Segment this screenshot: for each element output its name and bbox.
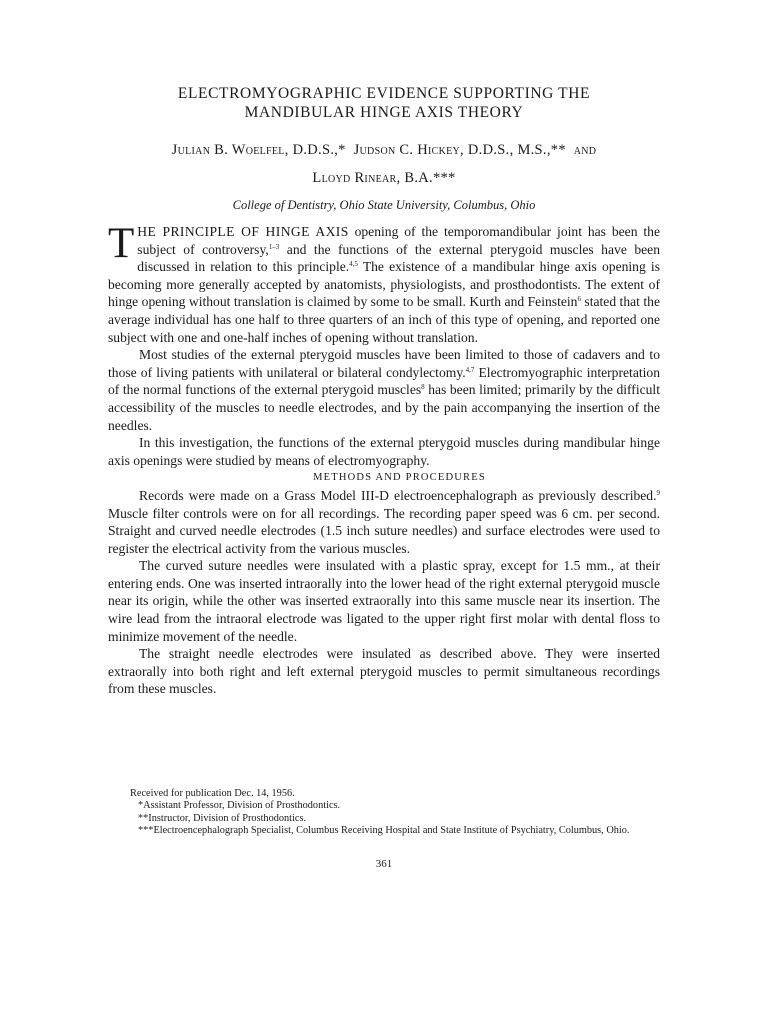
methods-p1-text-a: Records were made on a Grass Model III-D electroencephalograph as previously described.	[139, 487, 657, 503]
author-line-2	[0, 164, 768, 192]
methods-paragraph-2: The curved suture needles were insulated with a plastic spray, except for 1.5 mm., at their entering ends. One was inserted intraorally into the lower head of the right external pterygoid muscle near its origin, while the other was inserted extraorally into this same muscle near its insertion. The wire lead from the intraoral electrode was ligated to the upper right first molar with dental floss to minimize movement of the needle.	[108, 558, 660, 644]
intro-p2-text-c: has been limited; primarily by the difficult accessibility of the muscles to needle electrodes, and by the pain accompanying the insertion of the needles.	[108, 382, 660, 433]
footnote-received: Received for publication Dec. 14, 1956.	[130, 788, 295, 799]
article-title	[0, 84, 768, 122]
intro-p2-text-a: Most studies of the external pterygoid muscles have been limited to those of cadavers and to those of living patients with unilateral or bilateral condylectomy.	[108, 347, 660, 380]
footnote-1: *Assistant Professor, Division of Prosthodontics.	[138, 800, 341, 812]
intro-p1-text-b: and the functions of the external pterygoid muscles have been discussed in relation to this principle.	[137, 241, 661, 275]
section-heading-methods: METHODS AND PROCEDURES	[313, 472, 486, 484]
citation-ref: 6	[577, 295, 581, 304]
intro-paragraph-3: In this investigation, the functions of the external pterygoid muscles during mandibular hinge axis openings were studied by means of electromyography.	[108, 435, 660, 468]
drop-cap: T	[108, 220, 135, 267]
author-3-name: Lloyd Rinear,	[312, 170, 401, 186]
title-line-1: ELECTROMYOGRAPHIC EVIDENCE SUPPORTING THE	[177, 85, 591, 102]
author-1-name: Julian B. Woelfel,	[171, 142, 289, 158]
intro-p2-text-b: Electromyographic interpretation of the normal functions of the external pterygoid muscles	[108, 364, 660, 398]
citation-ref: 8	[421, 383, 425, 392]
methods-p1-text-b: Muscle filter controls were on for all recordings. The recording paper speed was 6 cm. per second. Straight and curved needle electrodes (1.5 inch suture needles) and surface electrodes were used to register the electrical activity from the various muscles.	[108, 505, 660, 556]
footnotes	[108, 788, 660, 838]
methods-paragraph-3: The straight needle electrodes were insulated as described above. They were inserted extraorally into both right and left external pterygoid muscles to permit simultaneous recordings from these muscles.	[108, 646, 660, 697]
author-line-1	[0, 136, 768, 164]
author-2-name: Judson C. Hickey,	[353, 142, 464, 158]
intro-paragraph-2	[108, 346, 660, 434]
intro-p1-text-d: stated that the average individual has one half to three quarters of an inch of this type of opening, and reported one subject with one and one-half inches of opening without translation.	[108, 294, 660, 345]
affiliation: College of Dentistry, Ohio State University, Columbus, Ohio	[232, 198, 536, 212]
footnote-3: ***Electroencephalograph Specialist, Columbus Receiving Hospital and State Institute of Psychiatry, Columbus, Ohio.	[138, 825, 630, 837]
intro-p1-text-a: opening of the temporomandibular joint has been the subject of controversy,	[137, 224, 661, 257]
article-body	[108, 220, 661, 698]
citation-ref: 9	[656, 488, 660, 497]
author-2-degree: D.D.S., M.S.,**	[463, 142, 566, 158]
author-1-degree: D.D.S.,*	[288, 142, 346, 158]
intro-p1-text-c: The existence of a mandibular hinge axis opening is becoming more generally accepted by anatomists, physiologists, and prosthodontists. The extent of hinge opening without translation is claimed by some to be small. Kurth and Feinstein	[108, 259, 660, 310]
citation-ref: 4,7	[465, 365, 475, 374]
author-3-degree: B.A.***	[400, 170, 456, 186]
footnote-2: **Instructor, Division of Prosthodontics.	[138, 812, 307, 824]
title-line-2: MANDIBULAR HINGE AXIS THEORY	[244, 104, 524, 121]
page-number: 361	[375, 858, 393, 870]
citation-ref: 4,5	[349, 260, 358, 269]
intro-paragraph-1	[108, 220, 661, 346]
lead-in: HE PRINCIPLE OF HINGE AXIS	[137, 224, 349, 239]
citation-ref: 1–3	[268, 242, 280, 251]
author-list	[0, 136, 768, 192]
methods-paragraph-1	[108, 487, 660, 557]
author-and: and	[573, 142, 597, 158]
